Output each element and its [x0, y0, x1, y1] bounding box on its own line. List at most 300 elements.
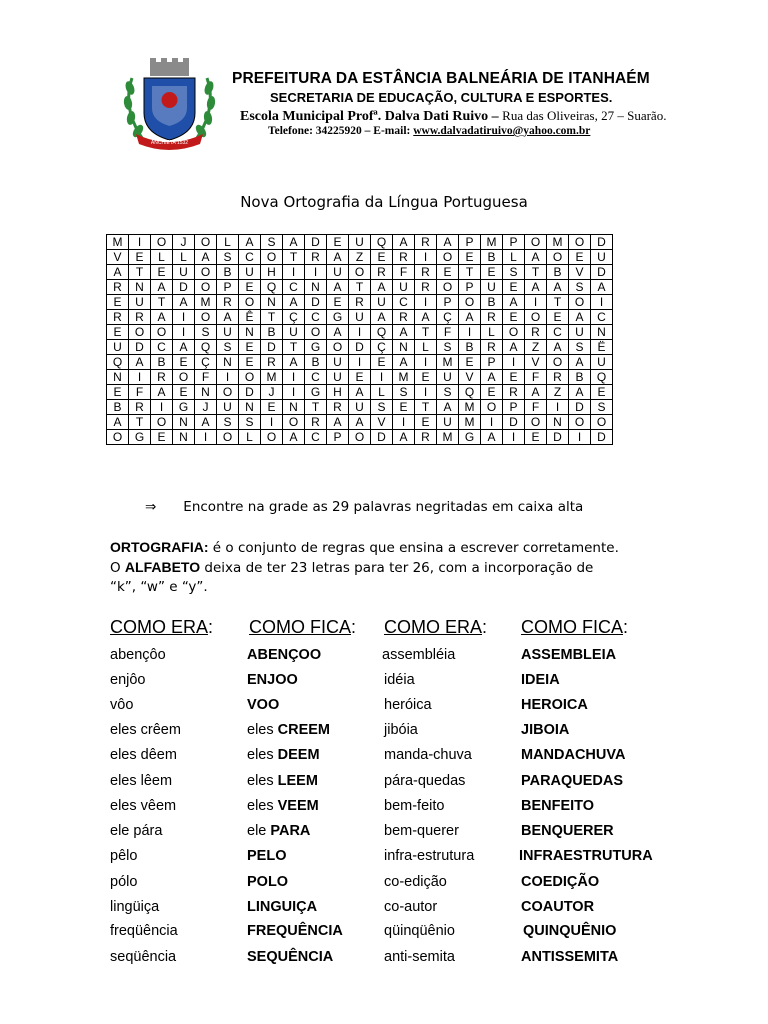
grid-cell: U	[217, 400, 239, 415]
grid-cell: I	[481, 415, 503, 430]
grid-cell: G	[173, 400, 195, 415]
grid-cell: S	[217, 415, 239, 430]
grid-cell: N	[195, 385, 217, 400]
grid-cell: V	[459, 370, 481, 385]
grid-cell: G	[305, 385, 327, 400]
grid-cell: E	[503, 310, 525, 325]
grid-cell: O	[151, 235, 173, 250]
new-spelling	[247, 747, 320, 763]
grid-cell: I	[173, 325, 195, 340]
grid-cell: A	[503, 295, 525, 310]
grid-row	[107, 235, 613, 250]
grid-cell: P	[503, 400, 525, 415]
grid-cell: F	[195, 370, 217, 385]
grid-cell: O	[195, 310, 217, 325]
grid-cell: V	[525, 355, 547, 370]
column-header-text: COMO ERA	[384, 617, 483, 637]
grid-cell: R	[503, 385, 525, 400]
grid-cell: A	[393, 430, 415, 445]
grid-cell: S	[239, 415, 261, 430]
grid-cell: A	[525, 280, 547, 295]
grid-cell: A	[327, 325, 349, 340]
grid-cell: F	[525, 400, 547, 415]
grid-cell: D	[371, 430, 393, 445]
grid-cell: F	[129, 385, 151, 400]
grid-cell: O	[261, 250, 283, 265]
grid-cell: O	[173, 370, 195, 385]
grid-cell: E	[173, 355, 195, 370]
grid-cell: E	[459, 355, 481, 370]
grid-cell: T	[547, 295, 569, 310]
new-spelling	[247, 647, 321, 663]
grid-cell: A	[173, 340, 195, 355]
grid-cell: S	[195, 325, 217, 340]
grid-cell: O	[437, 280, 459, 295]
grid-cell: O	[217, 430, 239, 445]
grid-cell: C	[305, 430, 327, 445]
grid-cell: A	[437, 400, 459, 415]
old-spelling: pêlo	[110, 848, 138, 864]
grid-cell: A	[569, 310, 591, 325]
grid-cell: D	[349, 340, 371, 355]
grid-cell: I	[415, 355, 437, 370]
grid-cell: R	[349, 295, 371, 310]
new-spelling-word: DEEM	[277, 747, 320, 763]
grid-cell: E	[503, 280, 525, 295]
grid-cell: O	[239, 295, 261, 310]
grid-cell: U	[173, 265, 195, 280]
grid-cell: B	[107, 400, 129, 415]
grid-cell: G	[459, 430, 481, 445]
grid-cell: N	[305, 280, 327, 295]
grid-cell: B	[305, 355, 327, 370]
old-spelling: lingüiça	[110, 899, 160, 915]
grid-row	[107, 400, 613, 415]
grid-cell: R	[547, 370, 569, 385]
grid-cell: N	[217, 355, 239, 370]
grid-cell: Ê	[239, 310, 261, 325]
grid-cell: G	[327, 310, 349, 325]
old-spelling: bem-querer	[384, 823, 459, 839]
grid-cell: R	[481, 310, 503, 325]
new-spelling: PARAQUEDAS	[521, 773, 624, 789]
old-spelling: eles dêem	[110, 747, 177, 763]
old-spelling: anti-semita	[384, 949, 455, 965]
grid-cell: J	[261, 385, 283, 400]
grid-cell: T	[129, 265, 151, 280]
grid-cell: Ç	[371, 340, 393, 355]
grid-cell: U	[283, 325, 305, 340]
grid-cell: E	[107, 385, 129, 400]
grid-cell: J	[173, 235, 195, 250]
grid-cell: A	[569, 355, 591, 370]
grid-cell: A	[327, 250, 349, 265]
column-header-como-fica-2	[521, 617, 628, 638]
grid-cell: O	[151, 325, 173, 340]
grid-cell: I	[349, 355, 371, 370]
old-spelling: qüinqüênio	[384, 923, 455, 939]
new-spelling	[247, 848, 286, 864]
grid-cell: I	[503, 430, 525, 445]
new-spelling-word: POLO	[247, 874, 289, 890]
grid-cell: M	[107, 235, 129, 250]
grid-cell: U	[349, 400, 371, 415]
grid-cell: I	[283, 385, 305, 400]
grid-cell: A	[415, 310, 437, 325]
grid-cell: O	[217, 385, 239, 400]
grid-cell: A	[371, 310, 393, 325]
grid-cell: E	[151, 265, 173, 280]
grid-cell: R	[481, 340, 503, 355]
grid-cell: I	[547, 400, 569, 415]
new-spelling	[247, 874, 288, 890]
grid-cell: A	[569, 385, 591, 400]
grid-cell: A	[151, 280, 173, 295]
grid-cell: N	[591, 325, 613, 340]
grid-cell: A	[349, 415, 371, 430]
grid-cell: I	[393, 415, 415, 430]
grid-cell: O	[283, 415, 305, 430]
grid-cell: F	[393, 265, 415, 280]
grid-cell: V	[569, 265, 591, 280]
old-spelling: vôo	[110, 697, 134, 713]
grid-cell: E	[239, 355, 261, 370]
grid-cell: M	[459, 400, 481, 415]
grid-cell: E	[129, 250, 151, 265]
old-spelling: ele pára	[110, 823, 163, 839]
grid-cell: E	[591, 385, 613, 400]
grid-cell: A	[437, 235, 459, 250]
grid-cell: U	[327, 370, 349, 385]
grid-cell: P	[459, 280, 481, 295]
grid-cell: S	[393, 385, 415, 400]
grid-cell: E	[547, 310, 569, 325]
new-spelling: MANDACHUVA	[521, 747, 626, 763]
grid-cell: T	[261, 310, 283, 325]
old-spelling: co-edição	[384, 874, 447, 890]
colon: :	[623, 617, 629, 637]
alfabeto-text: deixa de ter 23 letras para ter 26, com a incorporação de	[200, 560, 594, 576]
grid-cell: Z	[349, 250, 371, 265]
grid-cell: A	[283, 430, 305, 445]
grid-cell: Z	[547, 385, 569, 400]
grid-cell: Q	[591, 370, 613, 385]
grid-cell: U	[327, 355, 349, 370]
colon: :	[351, 617, 357, 637]
grid-cell: E	[371, 355, 393, 370]
old-spelling: manda-chuva	[384, 747, 472, 763]
grid-cell: A	[195, 415, 217, 430]
grid-cell: O	[569, 295, 591, 310]
new-spelling: IDEIA	[521, 672, 560, 688]
grid-cell: O	[525, 415, 547, 430]
grid-cell: I	[415, 295, 437, 310]
grid-cell: D	[547, 430, 569, 445]
grid-cell: U	[349, 310, 371, 325]
grid-cell: A	[459, 310, 481, 325]
new-spelling-word: LINGUIÇA	[247, 899, 318, 915]
grid-cell: E	[569, 250, 591, 265]
new-spelling: JIBOIA	[521, 722, 570, 738]
grid-cell: O	[547, 355, 569, 370]
grid-cell: O	[437, 250, 459, 265]
grid-cell: A	[151, 310, 173, 325]
grid-cell: O	[129, 325, 151, 340]
grid-cell: T	[151, 295, 173, 310]
colon: :	[208, 617, 214, 637]
grid-cell: S	[217, 340, 239, 355]
grid-cell: E	[327, 295, 349, 310]
grid-cell: U	[591, 250, 613, 265]
grid-cell: I	[261, 415, 283, 430]
grid-cell: S	[503, 265, 525, 280]
grid-row	[107, 295, 613, 310]
grid-cell: E	[173, 385, 195, 400]
grid-cell: O	[459, 295, 481, 310]
grid-cell: A	[283, 295, 305, 310]
grid-cell: I	[129, 235, 151, 250]
grid-row	[107, 280, 613, 295]
new-spelling: QUINQUÊNIO	[523, 923, 617, 939]
new-spelling-prefix: eles	[247, 722, 278, 738]
grid-cell: R	[327, 400, 349, 415]
grid-cell: A	[393, 235, 415, 250]
grid-cell: A	[393, 355, 415, 370]
grid-cell: I	[283, 370, 305, 385]
grid-cell: D	[503, 415, 525, 430]
new-spelling-prefix: eles	[247, 798, 278, 814]
grid-cell: G	[129, 430, 151, 445]
grid-cell: L	[415, 340, 437, 355]
grid-cell: C	[305, 310, 327, 325]
grid-row	[107, 250, 613, 265]
grid-cell: V	[107, 250, 129, 265]
grid-cell: H	[261, 265, 283, 280]
grid-cell: O	[107, 430, 129, 445]
svg-text:ANCHIETA 1532: ANCHIETA 1532	[150, 140, 189, 146]
new-spelling: ANTISSEMITA	[521, 949, 619, 965]
grid-cell: N	[239, 400, 261, 415]
grid-cell: T	[415, 400, 437, 415]
grid-cell: O	[151, 415, 173, 430]
grid-cell: S	[261, 235, 283, 250]
grid-cell: A	[151, 385, 173, 400]
grid-cell: Q	[371, 325, 393, 340]
grid-cell: I	[569, 430, 591, 445]
old-spelling: co-autor	[384, 899, 438, 915]
grid-cell: Q	[261, 280, 283, 295]
grid-cell: M	[195, 295, 217, 310]
grid-cell: D	[305, 295, 327, 310]
grid-cell: C	[239, 250, 261, 265]
grid-cell: R	[129, 400, 151, 415]
grid-row	[107, 415, 613, 430]
grid-cell: M	[547, 235, 569, 250]
grid-cell: I	[283, 265, 305, 280]
grid-cell: I	[525, 295, 547, 310]
grid-cell: I	[195, 430, 217, 445]
grid-cell: E	[239, 280, 261, 295]
school-address: Rua das Oliveiras, 27 – Suarão.	[502, 108, 667, 123]
new-spelling-prefix: eles	[247, 747, 278, 763]
grid-cell: E	[239, 340, 261, 355]
grid-cell: F	[525, 370, 547, 385]
grid-cell: U	[437, 415, 459, 430]
grid-cell: C	[283, 280, 305, 295]
old-spelling: seqüência	[110, 949, 177, 965]
grid-cell: I	[129, 370, 151, 385]
grid-cell: E	[503, 370, 525, 385]
grid-row	[107, 265, 613, 280]
grid-cell: R	[393, 250, 415, 265]
grid-cell: R	[525, 325, 547, 340]
grid-cell: S	[591, 400, 613, 415]
column-header-como-fica-1	[249, 617, 356, 638]
alfabeto-definition	[110, 559, 593, 576]
grid-cell: U	[591, 355, 613, 370]
new-spelling: BENQUERER	[521, 823, 614, 839]
grid-cell: Ç	[437, 310, 459, 325]
old-spelling: eles crêem	[110, 722, 181, 738]
grid-cell: Q	[195, 340, 217, 355]
grid-cell: A	[129, 355, 151, 370]
grid-cell: N	[173, 430, 195, 445]
grid-cell: I	[173, 310, 195, 325]
grid-cell: N	[283, 400, 305, 415]
grid-cell: J	[195, 400, 217, 415]
grid-cell: R	[261, 355, 283, 370]
grid-cell: S	[569, 280, 591, 295]
grid-cell: O	[195, 265, 217, 280]
instruction-text: Encontre na grade as 29 palavras negritadas em caixa alta	[183, 499, 584, 515]
column-header-como-era-1	[110, 617, 213, 638]
grid-cell: B	[151, 355, 173, 370]
grid-cell: U	[327, 265, 349, 280]
grid-cell: E	[151, 430, 173, 445]
grid-cell: O	[261, 430, 283, 445]
grid-cell: U	[393, 280, 415, 295]
ortografia-text: é o conjunto de regras que ensina a escrever corretamente.	[208, 540, 619, 556]
grid-cell: A	[173, 295, 195, 310]
grid-cell: R	[217, 295, 239, 310]
municipal-crest-logo	[122, 58, 217, 150]
grid-cell: T	[459, 265, 481, 280]
new-spelling-word: PELO	[247, 848, 287, 864]
grid-cell: O	[305, 325, 327, 340]
grid-cell: P	[481, 355, 503, 370]
grid-cell: S	[217, 250, 239, 265]
grid-cell: L	[503, 250, 525, 265]
old-spelling: abençôo	[110, 647, 166, 663]
grid-cell: A	[371, 280, 393, 295]
grid-cell: D	[591, 265, 613, 280]
grid-cell: E	[525, 430, 547, 445]
grid-cell: A	[591, 280, 613, 295]
grid-cell: H	[327, 385, 349, 400]
page-title: Nova Ortografia da Língua Portuguesa	[240, 193, 528, 211]
grid-cell: D	[173, 280, 195, 295]
grid-cell: T	[525, 265, 547, 280]
grid-cell: E	[415, 370, 437, 385]
grid-cell: T	[415, 325, 437, 340]
colon: :	[482, 617, 488, 637]
grid-cell: A	[481, 430, 503, 445]
grid-cell: U	[371, 295, 393, 310]
grid-cell: O	[525, 235, 547, 250]
grid-cell: B	[261, 325, 283, 340]
grid-cell: Q	[371, 235, 393, 250]
grid-cell: Ç	[195, 355, 217, 370]
grid-cell: A	[393, 325, 415, 340]
new-spelling: INFRAESTRUTURA	[519, 848, 653, 864]
grid-cell: O	[547, 250, 569, 265]
grid-cell: O	[327, 340, 349, 355]
new-spelling	[247, 949, 333, 965]
email-link[interactable]: www.dalvadatiruivo@yahoo.com.br	[413, 125, 591, 137]
new-spelling: COAUTOR	[521, 899, 595, 915]
new-spelling: HEROICA	[521, 697, 588, 713]
grid-cell: A	[283, 235, 305, 250]
grid-cell: U	[217, 325, 239, 340]
grid-cell: N	[129, 280, 151, 295]
grid-cell: A	[327, 280, 349, 295]
grid-cell: O	[349, 430, 371, 445]
grid-cell: E	[107, 295, 129, 310]
grid-cell: C	[393, 295, 415, 310]
grid-cell: M	[437, 430, 459, 445]
grid-cell: M	[393, 370, 415, 385]
grid-cell: S	[569, 340, 591, 355]
grid-cell: P	[459, 235, 481, 250]
grid-cell: R	[107, 280, 129, 295]
grid-cell: E	[107, 325, 129, 340]
grid-cell: T	[349, 280, 371, 295]
grid-cell: V	[371, 415, 393, 430]
new-spelling-word: PARA	[270, 823, 311, 839]
ortografia-term: ORTOGRAFIA:	[110, 539, 209, 555]
old-spelling: idéia	[384, 672, 415, 688]
grid-cell: P	[217, 280, 239, 295]
grid-cell: A	[107, 415, 129, 430]
grid-cell: A	[547, 340, 569, 355]
grid-cell: R	[415, 265, 437, 280]
new-spelling	[247, 823, 310, 839]
old-spelling: eles vêem	[110, 798, 177, 814]
grid-cell: A	[349, 385, 371, 400]
grid-cell: R	[129, 310, 151, 325]
grid-cell: N	[107, 370, 129, 385]
word-search-grid	[106, 234, 613, 445]
new-spelling	[247, 672, 298, 688]
phone-label: Telefone: 34225920 – E-mail:	[268, 125, 411, 137]
grid-cell: O	[195, 235, 217, 250]
grid-cell: A	[327, 415, 349, 430]
new-spelling: BENFEITO	[521, 798, 595, 814]
grid-cell: I	[151, 400, 173, 415]
old-spelling: eles lêem	[110, 773, 173, 789]
grid-cell: C	[305, 370, 327, 385]
grid-cell: M	[481, 235, 503, 250]
grid-cell: E	[415, 415, 437, 430]
grid-row	[107, 355, 613, 370]
grid-cell: R	[415, 280, 437, 295]
column-header-text: COMO FICA	[249, 617, 351, 637]
grid-cell: O	[503, 325, 525, 340]
grid-cell: L	[217, 235, 239, 250]
grid-cell: C	[151, 340, 173, 355]
grid-cell: R	[151, 370, 173, 385]
new-spelling	[247, 923, 343, 939]
